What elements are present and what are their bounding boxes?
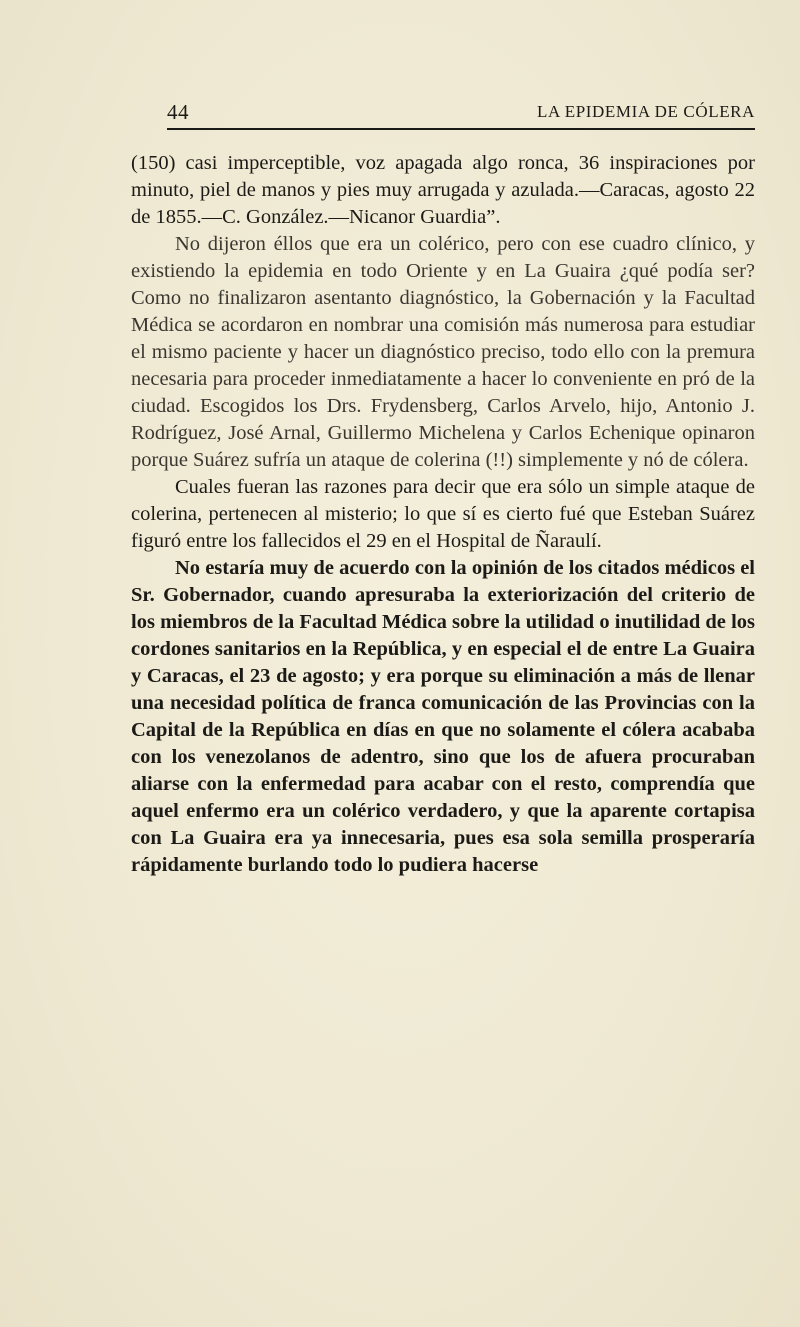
paragraph-4: No estaría muy de acuerdo con la opinión de los citados médicos el Sr. Gobernador, cuando apresuraba la exteriorización del criterio de los miembros de la Facultad Médica sobre la utilidad o inutilidad de los cordones sanitarios en la República, y en especial el de entre La Guaira y Caracas, el 23 de agosto; y era porque su eliminación a más de llenar una necesidad política de franca comunicación de las Provincias con la Capital de la República en días en que no solamente el cólera acababa con los venezolanos de adentro, sino que los de afuera procuraban aliarse con la enfermedad para acabar con el resto, comprendía que aquel enfermo era un colérico verdadero, y que la aparente cortapisa con La Guaira era ya innecesaria, pues esa sola semilla prosperaría rápidamente burlando todo lo pudiera hacerse <box>131 557 755 876</box>
paragraph-1: (150) casi imperceptible, voz apagada algo ronca, 36 inspiraciones por minuto, piel de manos y pies muy arrugada y azulada.—Caracas, agosto 22 de 1855.—C. González.—Nicanor Guardia”. <box>131 152 755 228</box>
body-text <box>131 150 755 879</box>
paragraph-3: Cuales fueran las razones para decir que era sólo un simple ataque de colerina, pertenecen al misterio; lo que sí es cierto fué que Esteban Suárez figuró entre los fallecidos el 29 en el Hospital de Ñaraulí. <box>131 476 755 552</box>
header-rule <box>167 128 755 130</box>
page-number: 44 <box>167 100 189 124</box>
page-header <box>167 100 755 128</box>
paragraph-2: No dijeron éllos que era un colérico, pero con ese cuadro clínico, y existiendo la epidemia en todo Oriente y en La Guaira ¿qué podía ser? Como no finalizaron asentanto diagnóstico, la Gobernación y la Facultad Médica se acordaron en nombrar una comisión más numerosa para estudiar el mismo paciente y hacer un diagnóstico preciso, todo ello con la premura necesaria para proceder inmediatamente a hacer lo conveniente en pró de la ciudad. Escogidos los Drs. Frydensberg, Carlos Arvelo, hijo, Antonio J. Rodríguez, José Arnal, Guillermo Michelena y Carlos Echenique opinaron porque Suárez sufría un ataque de colerina (!!) simplemente y nó de cólera. <box>131 233 755 471</box>
running-head: LA EPIDEMIA DE CÓLERA <box>536 102 755 121</box>
